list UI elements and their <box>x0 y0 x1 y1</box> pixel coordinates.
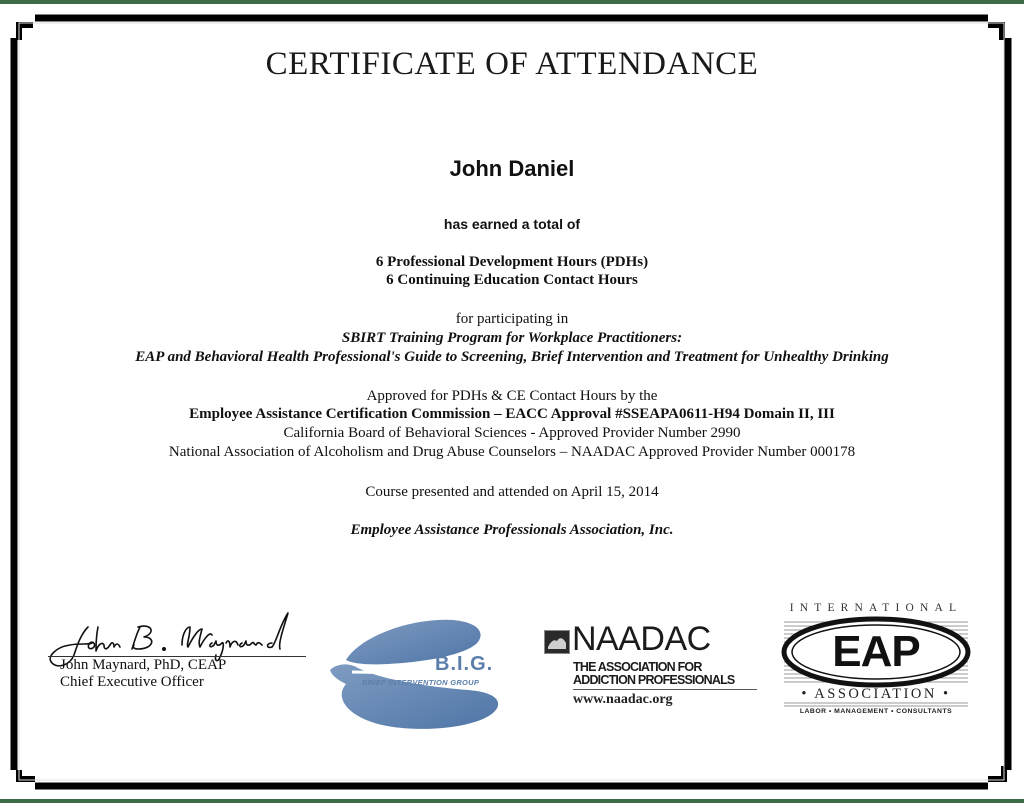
eap-main-text: EAP <box>832 627 920 676</box>
ce-contact-hours: 6 Continuing Education Contact Hours <box>386 272 638 288</box>
approval-naadac: National Association of Alcoholism and Drug Abuse Counselors – NAADAC Approved Provider Number 000178 <box>168 444 856 460</box>
signer-title: Chief Executive Officer <box>60 674 204 690</box>
bottom-edge-strip <box>0 799 1024 803</box>
top-edge-strip <box>0 0 1024 4</box>
naadac-tagline-2: ADDICTION PROFESSIONALS <box>573 673 735 687</box>
eap-association-logo <box>778 600 974 722</box>
naadac-url: www.naadac.org <box>573 692 673 707</box>
participating-text: for participating in <box>455 311 569 327</box>
approval-eacc: Employee Assistance Certification Commission – EACC Approval #SSEAPA0611-H94 Domain II, III <box>189 406 835 422</box>
signer-name: John Maynard, PhD, CEAP <box>60 657 227 673</box>
eap-subtitle: LABOR • MANAGEMENT • CONSULTANTS <box>799 708 953 715</box>
big-name: B.I.G. <box>435 653 494 675</box>
course-date: Course presented and attended on April 15, 2014 <box>365 484 659 500</box>
issuing-organization: Employee Assistance Professionals Association, Inc. <box>350 522 674 538</box>
certificate-title: CERTIFICATE OF ATTENDANCE <box>265 46 759 82</box>
recipient-name: John Daniel <box>449 156 575 181</box>
eap-top-text: INTERNATIONAL <box>789 602 963 614</box>
naadac-emblem-icon <box>544 630 570 654</box>
program-title: SBIRT Training Program for Workplace Practitioners: <box>341 330 683 346</box>
signature-block <box>40 605 300 695</box>
big-subtitle: BRIEF INTERVENTION GROUP <box>362 678 480 687</box>
naadac-divider <box>573 689 757 690</box>
approval-intro: Approved for PDHs & CE Contact Hours by the <box>366 388 658 404</box>
pdh-hours: 6 Professional Development Hours (PDHs) <box>375 254 649 270</box>
naadac-name: NAADAC <box>572 620 711 658</box>
naadac-tagline-1: THE ASSOCIATION FOR <box>573 660 702 674</box>
approval-california-board: California Board of Behavioral Sciences - Approved Provider Number 2990 <box>283 425 741 441</box>
eap-association-text: • ASSOCIATION • <box>801 686 951 702</box>
earned-text: has earned a total of <box>443 216 581 232</box>
naadac-logo <box>540 622 765 717</box>
big-logo <box>318 612 518 737</box>
program-subtitle: EAP and Behavioral Health Professional's Guide to Screening, Brief Intervention and Treatment for Unhealthy Drinking <box>135 349 889 365</box>
